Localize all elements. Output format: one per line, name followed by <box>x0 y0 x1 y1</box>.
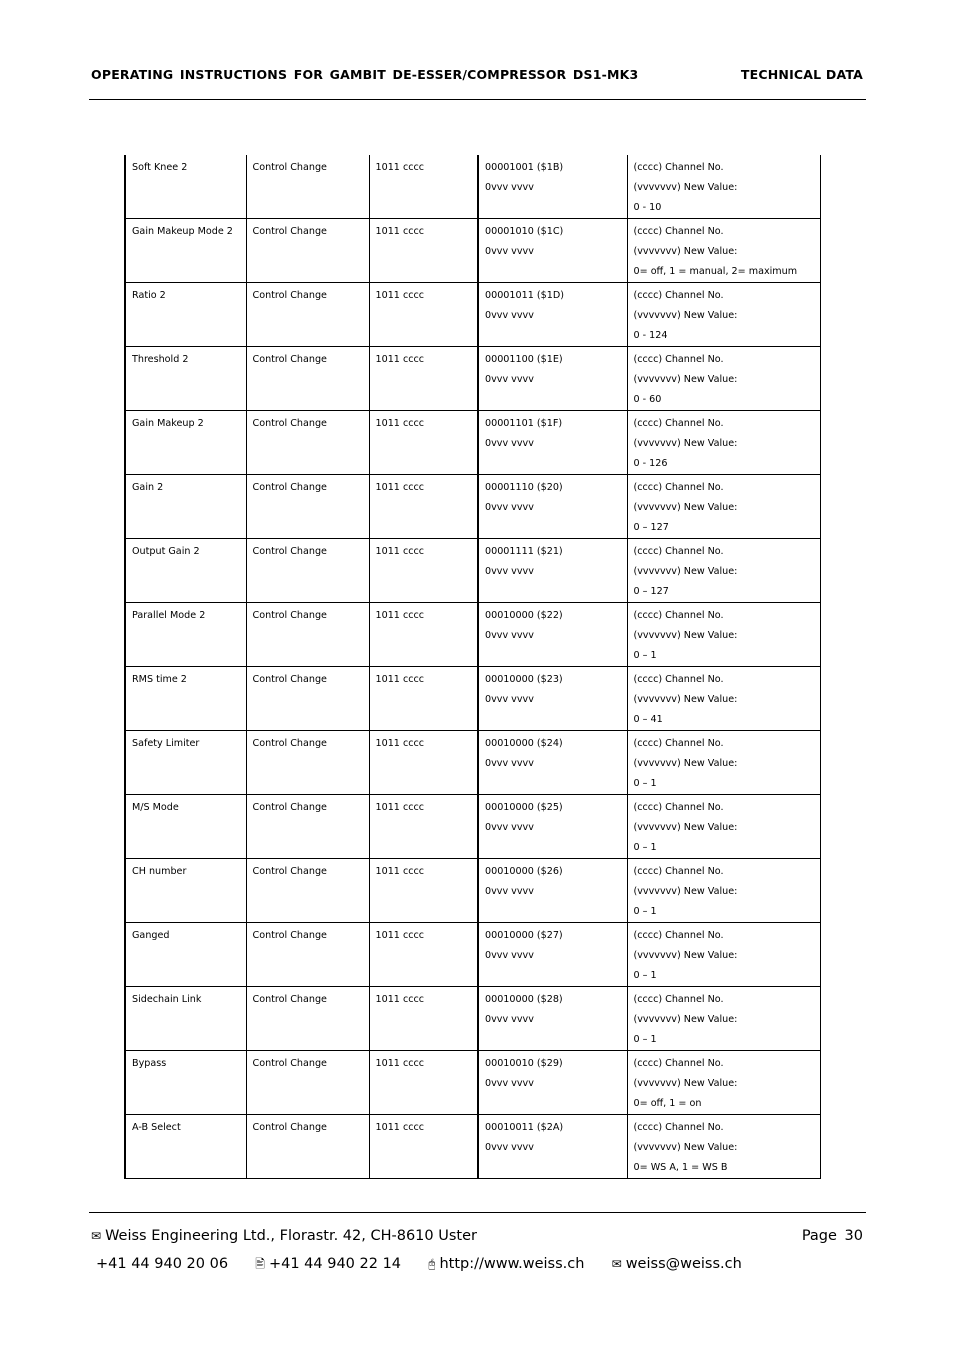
parameter-name-text: Output Gain 2 <box>132 546 200 557</box>
table-row <box>125 859 820 923</box>
value-description-cell <box>627 987 820 1051</box>
value-description-cell <box>627 219 820 283</box>
status-byte-cell <box>369 1051 478 1115</box>
value-description-text: (vvvvvvv) New Value: <box>633 758 738 769</box>
value-description-cell <box>627 731 820 795</box>
value-description-cell <box>627 1051 820 1115</box>
value-description-text: (cccc) Channel No. <box>633 482 724 493</box>
parameter-name-text: Gain Makeup Mode 2 <box>132 226 233 237</box>
value-description-text: (cccc) Channel No. <box>633 802 724 813</box>
value-description-text: (cccc) Channel No. <box>633 674 724 685</box>
value-description-text: (cccc) Channel No. <box>633 866 724 877</box>
data-bytes-cell <box>478 923 627 987</box>
status-byte-cell <box>369 283 478 347</box>
table-row <box>125 667 820 731</box>
table-row <box>125 987 820 1051</box>
value-description-text: (cccc) Channel No. <box>633 1122 724 1133</box>
email-link[interactable]: weiss@weiss.ch <box>625 1256 742 1272</box>
table-row <box>125 795 820 859</box>
data-bytes-text: 00010000 ($22) <box>485 610 563 621</box>
parameter-name-text: M/S Mode <box>132 802 179 813</box>
status-byte-text: 1011 cccc <box>375 162 425 173</box>
message-type-cell <box>246 411 369 475</box>
message-type-cell <box>246 987 369 1051</box>
data-bytes-cell <box>478 667 627 731</box>
parameter-name-text: Safety Limiter <box>132 738 200 749</box>
parameter-name-cell <box>125 411 246 475</box>
document-title: OPERATING INSTRUCTIONS FOR GAMBIT DE-ESSER/COMPRESSOR DS1-MK3 <box>91 67 639 82</box>
value-description-cell <box>627 283 820 347</box>
message-type-text: Control Change <box>252 674 327 685</box>
value-description-cell <box>627 795 820 859</box>
status-byte-cell <box>369 731 478 795</box>
message-type-text: Control Change <box>252 1058 327 1069</box>
status-byte-cell <box>369 347 478 411</box>
message-type-cell <box>246 923 369 987</box>
value-description-text: 0 - 124 <box>633 330 668 341</box>
message-type-text: Control Change <box>252 226 327 237</box>
data-bytes-text: 0vvv vvvv <box>485 310 534 321</box>
value-description-text: (vvvvvvv) New Value: <box>633 694 738 705</box>
value-description-text: 0 – 1 <box>633 1034 657 1045</box>
parameter-name-text: Bypass <box>132 1058 167 1069</box>
table-row <box>125 475 820 539</box>
parameter-name-cell <box>125 475 246 539</box>
value-description-cell <box>627 667 820 731</box>
message-type-text: Control Change <box>252 610 327 621</box>
parameter-name-text: RMS time 2 <box>132 674 187 685</box>
message-type-text: Control Change <box>252 418 327 429</box>
value-description-text: 0 – 1 <box>633 778 657 789</box>
value-description-text: 0= off, 1 = on <box>633 1098 702 1109</box>
value-description-cell <box>627 475 820 539</box>
value-description-text: (vvvvvvv) New Value: <box>633 438 738 449</box>
value-description-text: 0 – 41 <box>633 714 663 725</box>
status-byte-text: 1011 cccc <box>375 610 425 621</box>
message-type-cell <box>246 1051 369 1115</box>
data-bytes-text: 0vvv vvvv <box>485 1078 534 1089</box>
parameter-name-text: Threshold 2 <box>132 354 189 365</box>
value-description-text: (vvvvvvv) New Value: <box>633 1142 738 1153</box>
value-description-cell <box>627 411 820 475</box>
parameter-name-text: Gain 2 <box>132 482 164 493</box>
data-bytes-text: 0vvv vvvv <box>485 886 534 897</box>
message-type-cell <box>246 1115 369 1179</box>
value-description-text: (vvvvvvv) New Value: <box>633 566 738 577</box>
value-description-text: (vvvvvvv) New Value: <box>633 1078 738 1089</box>
status-byte-text: 1011 cccc <box>375 226 425 237</box>
data-bytes-text: 00010000 ($27) <box>485 930 563 941</box>
parameter-name-cell <box>125 923 246 987</box>
message-type-cell <box>246 155 369 219</box>
data-bytes-text: 0vvv vvvv <box>485 566 534 577</box>
data-bytes-cell <box>478 731 627 795</box>
value-description-text: (vvvvvvv) New Value: <box>633 1014 738 1025</box>
value-description-text: 0= off, 1 = manual, 2= maximum <box>633 266 798 277</box>
message-type-text: Control Change <box>252 482 327 493</box>
data-bytes-text: 00001111 ($21) <box>485 546 563 557</box>
mailbox-icon: ✉ <box>91 1229 102 1243</box>
envelope-icon: ✉ <box>611 1257 622 1271</box>
value-description-cell <box>627 603 820 667</box>
message-type-text: Control Change <box>252 354 327 365</box>
data-bytes-text: 00010000 ($28) <box>485 994 563 1005</box>
data-bytes-cell <box>478 219 627 283</box>
data-bytes-text: 0vvv vvvv <box>485 630 534 641</box>
value-description-text: 0= WS A, 1 = WS B <box>633 1162 728 1173</box>
data-bytes-text: 00010000 ($23) <box>485 674 563 685</box>
message-type-cell <box>246 603 369 667</box>
data-bytes-text: 00010011 ($2A) <box>485 1122 564 1133</box>
table-row <box>125 219 820 283</box>
parameter-name-text: Ganged <box>132 930 170 941</box>
page-number: Page 30 <box>801 1228 863 1244</box>
section-title: TECHNICAL DATA <box>740 67 863 82</box>
parameter-name-text: Gain Makeup 2 <box>132 418 204 429</box>
parameter-name-text: A-B Select <box>132 1122 181 1133</box>
status-byte-cell <box>369 795 478 859</box>
parameter-name-cell <box>125 987 246 1051</box>
status-byte-cell <box>369 603 478 667</box>
value-description-text: (cccc) Channel No. <box>633 930 724 941</box>
data-bytes-cell <box>478 859 627 923</box>
parameter-name-cell <box>125 731 246 795</box>
value-description-text: (cccc) Channel No. <box>633 290 724 301</box>
message-type-cell <box>246 219 369 283</box>
value-description-text: 0 – 1 <box>633 650 657 661</box>
status-byte-text: 1011 cccc <box>375 930 425 941</box>
data-bytes-text: 0vvv vvvv <box>485 950 534 961</box>
message-type-cell <box>246 347 369 411</box>
status-byte-cell <box>369 859 478 923</box>
status-byte-text: 1011 cccc <box>375 866 425 877</box>
table-row <box>125 1115 820 1179</box>
table-row <box>125 731 820 795</box>
table-row <box>125 283 820 347</box>
parameter-name-cell <box>125 795 246 859</box>
data-bytes-text: 00010000 ($24) <box>485 738 563 749</box>
value-description-cell <box>627 1115 820 1179</box>
data-bytes-text: 0vvv vvvv <box>485 1142 534 1153</box>
status-byte-text: 1011 cccc <box>375 546 425 557</box>
value-description-text: 0 – 127 <box>633 522 669 533</box>
value-description-text: (cccc) Channel No. <box>633 738 724 749</box>
value-description-text: (vvvvvvv) New Value: <box>633 950 738 961</box>
fax-number: +41 44 940 22 14 <box>268 1256 402 1272</box>
company-address: Weiss Engineering Ltd., Florastr. 42, CH-8610 Uster <box>105 1228 477 1244</box>
status-byte-text: 1011 cccc <box>375 482 425 493</box>
value-description-cell <box>627 859 820 923</box>
value-description-text: (cccc) Channel No. <box>633 418 724 429</box>
data-bytes-text: 0vvv vvvv <box>485 246 534 257</box>
table-row <box>125 1051 820 1115</box>
data-bytes-cell <box>478 987 627 1051</box>
data-bytes-text: 00001001 ($1B) <box>485 162 564 173</box>
table-row <box>125 923 820 987</box>
message-type-cell <box>246 795 369 859</box>
data-bytes-cell <box>478 283 627 347</box>
header-divider <box>89 99 866 100</box>
value-description-text: 0 - 126 <box>633 458 668 469</box>
message-type-cell <box>246 539 369 603</box>
status-byte-text: 1011 cccc <box>375 674 425 685</box>
value-description-text: (vvvvvvv) New Value: <box>633 886 738 897</box>
message-type-text: Control Change <box>252 290 327 301</box>
message-type-text: Control Change <box>252 162 327 173</box>
midi-table-body <box>125 155 820 1179</box>
data-bytes-text: 0vvv vvvv <box>485 822 534 833</box>
status-byte-cell <box>369 219 478 283</box>
value-description-text: (vvvvvvv) New Value: <box>633 310 738 321</box>
value-description-text: 0 – 1 <box>633 906 657 917</box>
data-bytes-cell <box>478 155 627 219</box>
phone-number: +41 44 940 20 06 <box>96 1256 229 1272</box>
value-description-text: (vvvvvvv) New Value: <box>633 182 738 193</box>
status-byte-cell <box>369 475 478 539</box>
table-row <box>125 347 820 411</box>
status-byte-text: 1011 cccc <box>375 1058 425 1069</box>
status-byte-text: 1011 cccc <box>375 418 425 429</box>
data-bytes-cell <box>478 603 627 667</box>
parameter-name-text: Parallel Mode 2 <box>132 610 206 621</box>
parameter-name-cell <box>125 347 246 411</box>
message-type-text: Control Change <box>252 866 327 877</box>
value-description-text: (vvvvvvv) New Value: <box>633 822 738 833</box>
value-description-cell <box>627 155 820 219</box>
parameter-name-cell <box>125 283 246 347</box>
value-description-text: 0 – 1 <box>633 842 657 853</box>
data-bytes-cell <box>478 475 627 539</box>
status-byte-text: 1011 cccc <box>375 1122 425 1133</box>
parameter-name-cell <box>125 155 246 219</box>
data-bytes-text: 00001011 ($1D) <box>485 290 564 301</box>
message-type-cell <box>246 475 369 539</box>
parameter-name-cell <box>125 1051 246 1115</box>
message-type-cell <box>246 283 369 347</box>
footer-divider <box>89 1212 866 1213</box>
message-type-cell <box>246 667 369 731</box>
status-byte-cell <box>369 923 478 987</box>
status-byte-text: 1011 cccc <box>375 290 425 301</box>
data-bytes-text: 0vvv vvvv <box>485 758 534 769</box>
value-description-cell <box>627 347 820 411</box>
data-bytes-text: 0vvv vvvv <box>485 374 534 385</box>
data-bytes-cell <box>478 411 627 475</box>
value-description-text: (vvvvvvv) New Value: <box>633 374 738 385</box>
page-header <box>89 67 865 89</box>
parameter-name-text: Ratio 2 <box>132 290 166 301</box>
value-description-cell <box>627 539 820 603</box>
value-description-text: (cccc) Channel No. <box>633 226 724 237</box>
parameter-name-cell <box>125 539 246 603</box>
value-description-text: 0 – 1 <box>633 970 657 981</box>
data-bytes-text: 00001100 ($1E) <box>485 354 563 365</box>
parameter-name-text: Sidechain Link <box>132 994 202 1005</box>
status-byte-cell <box>369 667 478 731</box>
value-description-text: 0 - 60 <box>633 394 662 405</box>
value-description-text: (cccc) Channel No. <box>633 546 724 557</box>
status-byte-cell <box>369 987 478 1051</box>
data-bytes-text: 0vvv vvvv <box>485 1014 534 1025</box>
data-bytes-text: 00010010 ($29) <box>485 1058 563 1069</box>
value-description-text: (vvvvvvv) New Value: <box>633 246 738 257</box>
footer-address-line <box>91 1228 477 1244</box>
status-byte-cell <box>369 539 478 603</box>
table-row <box>125 155 820 219</box>
message-type-cell <box>246 859 369 923</box>
parameter-name-cell <box>125 667 246 731</box>
data-bytes-text: 0vvv vvvv <box>485 182 534 193</box>
message-type-text: Control Change <box>252 546 327 557</box>
message-type-text: Control Change <box>252 930 327 941</box>
value-description-text: (cccc) Channel No. <box>633 610 724 621</box>
table-row <box>125 411 820 475</box>
parameter-name-cell <box>125 219 246 283</box>
mouse-icon: 🖰 <box>428 1257 436 1271</box>
value-description-text: (cccc) Channel No. <box>633 994 724 1005</box>
value-description-text: (vvvvvvv) New Value: <box>633 502 738 513</box>
message-type-text: Control Change <box>252 738 327 749</box>
data-bytes-text: 00010000 ($25) <box>485 802 563 813</box>
value-description-text: (cccc) Channel No. <box>633 162 724 173</box>
midi-control-table <box>124 155 821 1179</box>
parameter-name-cell <box>125 1115 246 1179</box>
data-bytes-text: 00010000 ($26) <box>485 866 563 877</box>
table-row <box>125 539 820 603</box>
value-description-cell <box>627 923 820 987</box>
message-type-text: Control Change <box>252 1122 327 1133</box>
parameter-name-text: CH number <box>132 866 187 877</box>
fax-icon: 🖹 <box>255 1257 265 1271</box>
data-bytes-text: 00001101 ($1F) <box>485 418 563 429</box>
data-bytes-cell <box>478 539 627 603</box>
parameter-name-cell <box>125 859 246 923</box>
value-description-text: (cccc) Channel No. <box>633 354 724 365</box>
status-byte-cell <box>369 155 478 219</box>
value-description-text: 0 - 10 <box>633 202 662 213</box>
value-description-text: 0 – 127 <box>633 586 669 597</box>
website-link[interactable]: http://www.weiss.ch <box>439 1256 585 1272</box>
data-bytes-cell <box>478 1115 627 1179</box>
message-type-text: Control Change <box>252 994 327 1005</box>
status-byte-text: 1011 cccc <box>375 354 425 365</box>
footer-contact-line <box>96 1255 742 1276</box>
data-bytes-cell <box>478 1051 627 1115</box>
parameter-name-cell <box>125 603 246 667</box>
data-bytes-cell <box>478 347 627 411</box>
data-bytes-text: 0vvv vvvv <box>485 438 534 449</box>
data-bytes-text: 00001010 ($1C) <box>485 226 564 237</box>
data-bytes-text: 0vvv vvvv <box>485 502 534 513</box>
status-byte-cell <box>369 1115 478 1179</box>
data-bytes-text: 00001110 ($20) <box>485 482 563 493</box>
status-byte-text: 1011 cccc <box>375 994 425 1005</box>
status-byte-text: 1011 cccc <box>375 738 425 749</box>
value-description-text: (vvvvvvv) New Value: <box>633 630 738 641</box>
status-byte-text: 1011 cccc <box>375 802 425 813</box>
data-bytes-text: 0vvv vvvv <box>485 694 534 705</box>
status-byte-cell <box>369 411 478 475</box>
parameter-name-text: Soft Knee 2 <box>132 162 188 173</box>
message-type-text: Control Change <box>252 802 327 813</box>
value-description-text: (cccc) Channel No. <box>633 1058 724 1069</box>
message-type-cell <box>246 731 369 795</box>
table-row <box>125 603 820 667</box>
data-bytes-cell <box>478 795 627 859</box>
